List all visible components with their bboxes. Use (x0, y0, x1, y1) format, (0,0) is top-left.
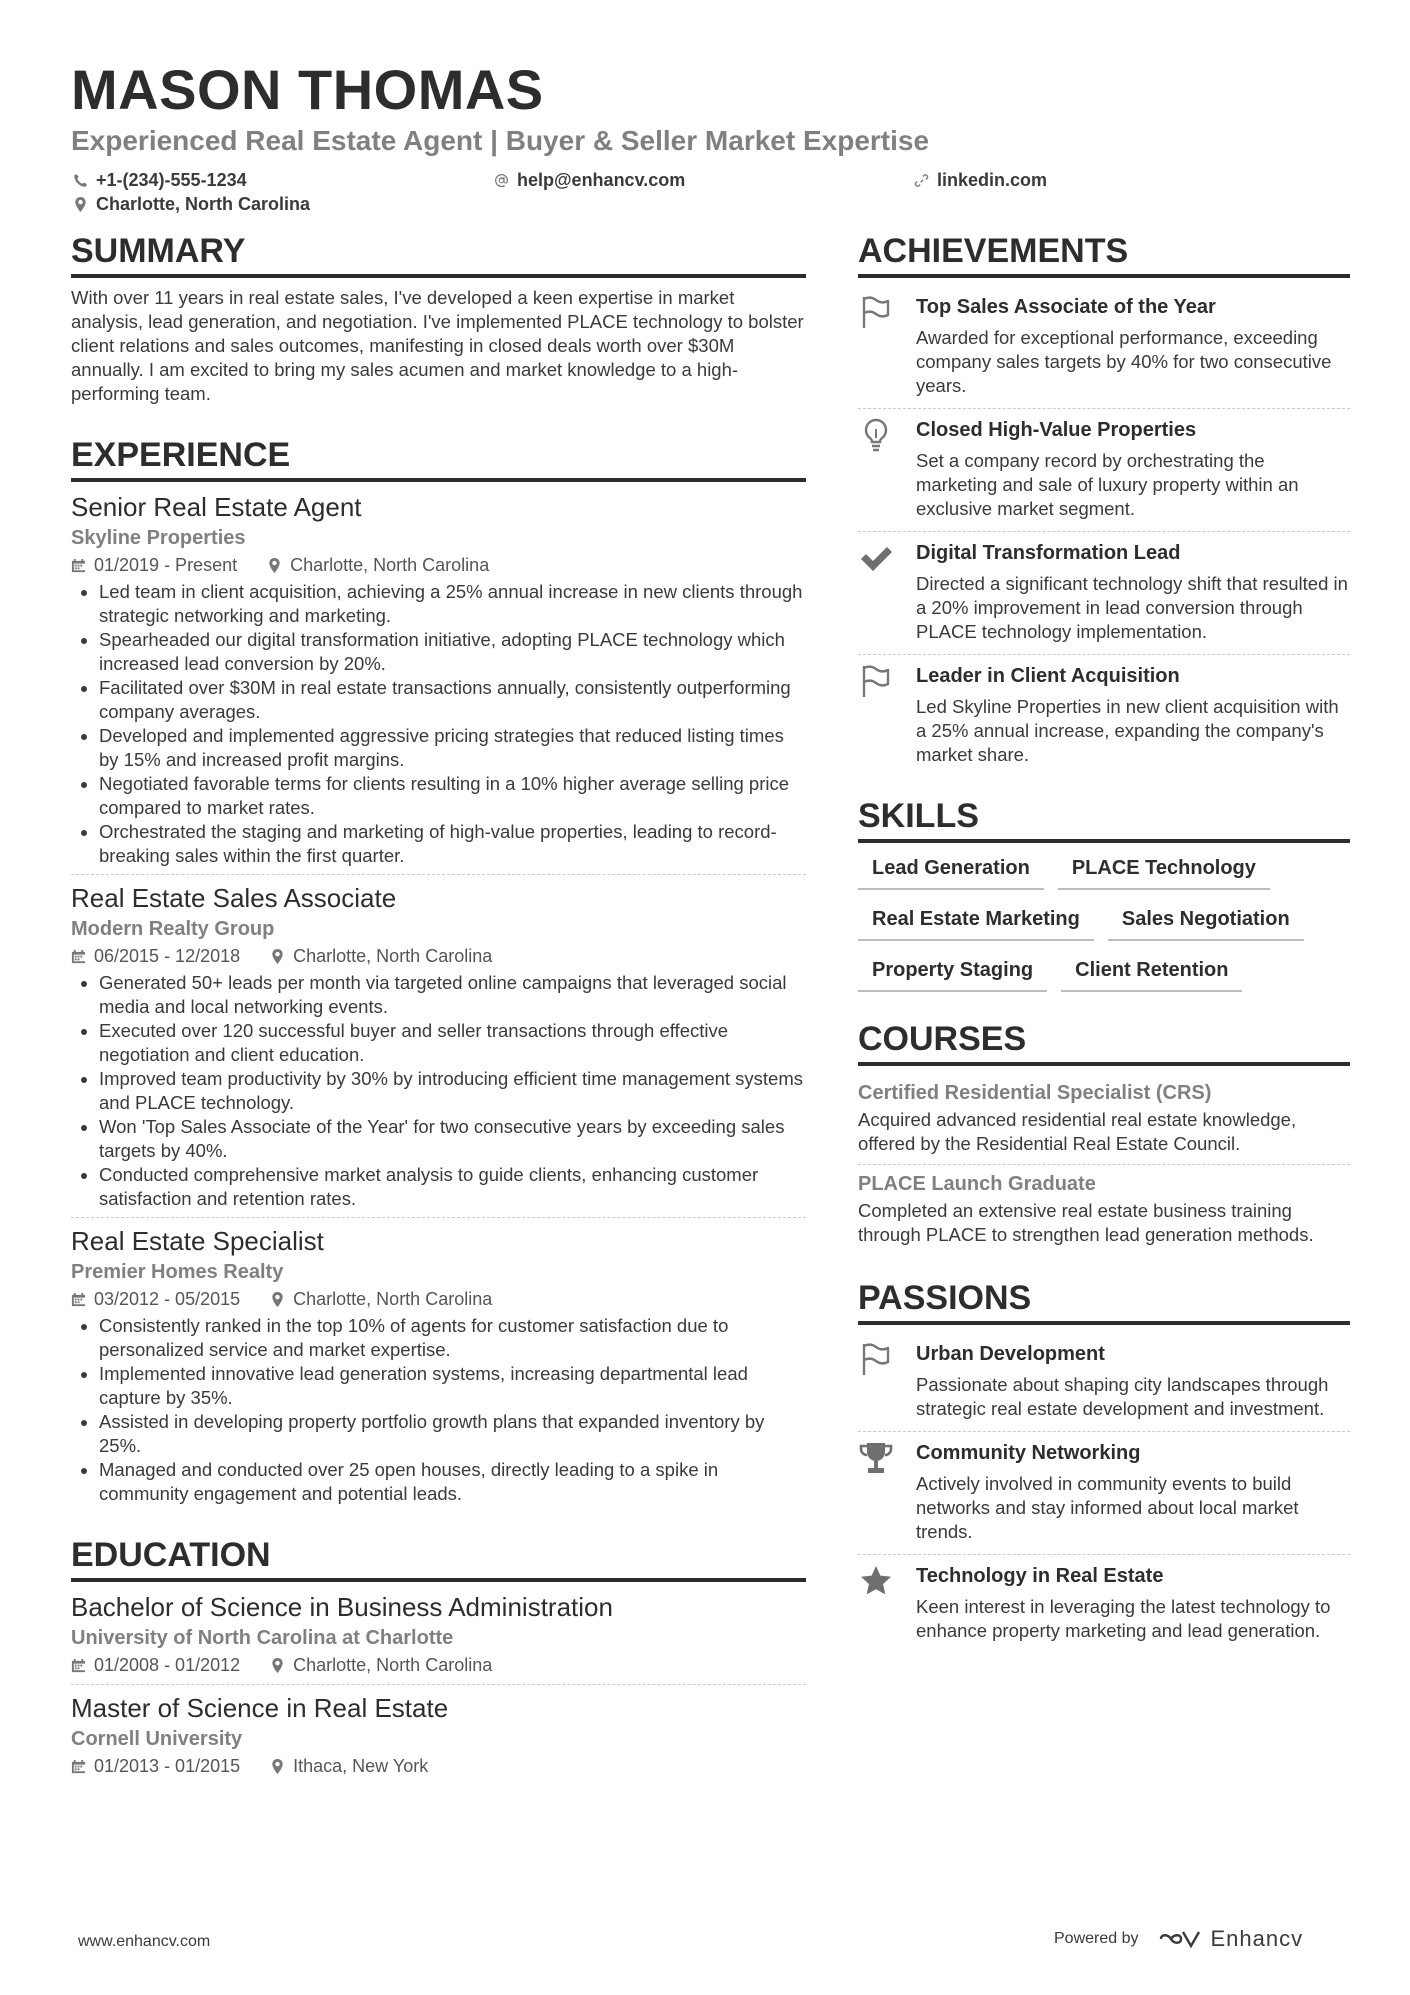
calendar-icon (71, 558, 86, 573)
job-location: Charlotte, North Carolina (290, 555, 490, 575)
passion-desc: Actively involved in community events to build networks and stay informed about local market trends. (916, 1473, 1299, 1542)
location-pin-icon (270, 1658, 285, 1673)
job-bullets (71, 971, 806, 1211)
enhancv-logo-icon (1157, 1928, 1203, 1950)
job-bullets (71, 580, 806, 868)
skill-tag: Client Retention (1061, 953, 1242, 992)
job-bullets (71, 1314, 806, 1506)
company-name: Premier Homes Realty (71, 1261, 284, 1283)
job-dates: 06/2015 - 12/2018 (94, 946, 241, 966)
star-icon (858, 1563, 894, 1599)
bullet-item: • Managed and conducted over 25 open houses, directly leading to a spike in community engagement and potential leads. (99, 1458, 806, 1506)
bullet-item: • Developed and implemented aggressive pricing strategies that reduced listing times by 15% and increased profit margins. (99, 724, 806, 772)
bullet-item: • Generated 50+ leads per month via targeted online campaigns that leveraged social media and local networking events. (99, 971, 806, 1019)
achievements-section (858, 230, 1350, 777)
passion-item (858, 1555, 1350, 1653)
lightbulb-icon (858, 417, 894, 453)
powered-by-label: Powered by (1054, 1930, 1139, 1947)
location-contact (73, 194, 310, 215)
calendar-icon (71, 949, 86, 964)
calendar-icon (71, 1292, 86, 1307)
location-pin-icon (267, 558, 282, 573)
experience-item (71, 490, 806, 875)
experience-heading: EXPERIENCE (71, 434, 806, 482)
email-contact[interactable] (494, 170, 685, 191)
job-title: Real Estate Specialist (71, 1226, 324, 1256)
education-dates: 01/2013 - 01/2015 (94, 1756, 241, 1776)
passion-title: Technology in Real Estate (916, 1565, 1164, 1587)
job-dates: 01/2019 - Present (94, 555, 238, 575)
course-title: PLACE Launch Graduate (858, 1173, 1096, 1195)
summary-section (71, 230, 806, 406)
linkedin-contact[interactable] (914, 170, 1047, 191)
school-name: University of North Carolina at Charlotte (71, 1627, 454, 1649)
passion-item (858, 1333, 1350, 1432)
degree-title: Master of Science in Real Estate (71, 1693, 449, 1723)
location-pin-icon (270, 949, 285, 964)
contact-info (71, 162, 1361, 218)
education-meta (71, 1652, 806, 1678)
bullet-item: • Consistently ranked in the top 10% of agents for customer satisfaction due to personalized service and market expertise. (99, 1314, 806, 1362)
achievement-item (858, 532, 1350, 655)
courses-section (858, 1018, 1350, 1255)
bullet-item: • Led team in client acquisition, achieving a 25% annual increase in new clients through strategic networking and marketing. (99, 580, 806, 628)
location-pin-icon (73, 197, 88, 212)
location-pin-icon (270, 1292, 285, 1307)
degree-title: Bachelor of Science in Business Administration (71, 1592, 613, 1622)
achievement-title: Digital Transformation Lead (916, 542, 1181, 564)
education-section (71, 1534, 806, 1785)
bullet-item: • Spearheaded our digital transformation initiative, adopting PLACE technology which increased lead conversion by 20%. (99, 628, 806, 676)
passion-item (858, 1432, 1350, 1555)
location-text: Charlotte, North Carolina (96, 194, 311, 214)
achievement-desc: Directed a significant technology shift that resulted in a 20% improvement in lead conversion through PLACE technology implementation. (916, 573, 1348, 642)
flag-icon (858, 663, 894, 699)
job-location: Charlotte, North Carolina (293, 946, 493, 966)
skill-tag: Lead Generation (858, 851, 1044, 890)
enhancv-logo[interactable] (1157, 1926, 1304, 1952)
achievement-desc: Set a company record by orchestrating the marketing and sale of luxury property within an exclusive market segment. (916, 450, 1299, 519)
candidate-title: Experienced Real Estate Agent | Buyer & Seller Market Expertise (71, 125, 930, 156)
experience-section (71, 434, 806, 1512)
bullet-item: • Assisted in developing property portfolio growth plans that expanded inventory by 25%. (99, 1410, 806, 1458)
job-meta (71, 552, 806, 578)
footer-website[interactable]: www.enhancv.com (78, 1933, 211, 1950)
course-title: Certified Residential Specialist (CRS) (858, 1082, 1212, 1104)
candidate-name: MASON THOMAS (71, 58, 544, 121)
linkedin-link: linkedin.com (937, 170, 1048, 190)
achievement-item (858, 655, 1350, 777)
company-name: Modern Realty Group (71, 918, 275, 940)
skill-tag: PLACE Technology (1058, 851, 1270, 890)
achievements-heading: ACHIEVEMENTS (858, 230, 1350, 278)
achievement-title: Top Sales Associate of the Year (916, 296, 1216, 318)
course-item (858, 1074, 1350, 1165)
education-location: Charlotte, North Carolina (293, 1655, 493, 1675)
passion-title: Urban Development (916, 1343, 1105, 1365)
experience-item (71, 881, 806, 1218)
passion-desc: Keen interest in leveraging the latest technology to enhance property marketing and lead generation. (916, 1596, 1331, 1641)
skills-heading: SKILLS (858, 795, 1350, 843)
job-title: Real Estate Sales Associate (71, 883, 397, 913)
skill-tag: Sales Negotiation (1108, 902, 1304, 941)
skill-tag: Property Staging (858, 953, 1047, 992)
phone-contact (73, 170, 247, 191)
education-location: Ithaca, New York (293, 1756, 429, 1776)
education-dates: 01/2008 - 01/2012 (94, 1655, 241, 1675)
summary-text: With over 11 years in real estate sales, I've developed a keen expertise in market analysis, lead generation, and negotiation. I've implemented PLACE technology to bolster client relations and sales outcomes, manifesting in closed deals worth over $30M annually. I am excited to bring my sales acumen and market knowledge to a high-performing team. (71, 287, 804, 404)
checkmark-icon (858, 540, 894, 576)
achievement-desc: Awarded for exceptional performance, exceeding company sales targets by 40% for two consecutive years. (916, 327, 1332, 396)
school-name: Cornell University (71, 1728, 243, 1750)
passions-heading: PASSIONS (858, 1277, 1350, 1325)
flag-icon (858, 294, 894, 330)
job-dates: 03/2012 - 05/2015 (94, 1289, 241, 1309)
trophy-icon (858, 1440, 894, 1476)
achievement-title: Closed High-Value Properties (916, 419, 1197, 441)
bullet-item: • Implemented innovative lead generation systems, increasing departmental lead capture by 35%. (99, 1362, 806, 1410)
passion-title: Community Networking (916, 1442, 1141, 1464)
summary-heading: SUMMARY (71, 230, 806, 278)
bullet-item: • Negotiated favorable terms for clients resulting in a 10% higher average selling price compared to market rates. (99, 772, 806, 820)
education-item (71, 1691, 806, 1785)
achievement-item (858, 286, 1350, 409)
email-address: help@enhancv.com (517, 170, 686, 190)
courses-heading: COURSES (858, 1018, 1350, 1066)
bullet-item: • Executed over 120 successful buyer and seller transactions through effective negotiation and client education. (99, 1019, 806, 1067)
course-desc: Acquired advanced residential real estate knowledge, offered by the Residential Real Estate Council. (858, 1109, 1297, 1154)
bullet-item: • Orchestrated the staging and marketing of high-value properties, leading to record-breaking sales within the first quarter. (99, 820, 806, 868)
bullet-item: • Won 'Top Sales Associate of the Year' for two consecutive years by exceeding sales targets by 40%. (99, 1115, 806, 1163)
left-column (71, 230, 806, 1791)
achievement-desc: Led Skyline Properties in new client acquisition with a 25% annual increase, expanding the company's market share. (916, 696, 1339, 765)
at-icon (494, 173, 509, 188)
right-column (858, 230, 1350, 1653)
bullet-item: • Facilitated over $30M in real estate transactions annually, consistently outperforming company averages. (99, 676, 806, 724)
job-location: Charlotte, North Carolina (293, 1289, 493, 1309)
bullet-item: • Conducted comprehensive market analysis to guide clients, enhancing customer satisfaction and retention rates. (99, 1163, 806, 1211)
calendar-icon (71, 1658, 86, 1673)
education-item (71, 1590, 806, 1685)
experience-item (71, 1224, 806, 1512)
location-pin-icon (270, 1759, 285, 1774)
course-desc: Completed an extensive real estate business training through PLACE to strengthen lead generation methods. (858, 1200, 1314, 1245)
achievement-title: Leader in Client Acquisition (916, 665, 1180, 687)
course-item (858, 1165, 1350, 1255)
flag-icon (858, 1341, 894, 1377)
bullet-item: • Improved team productivity by 30% by introducing efficient time management systems and PLACE technology. (99, 1067, 806, 1115)
skills-list (858, 851, 1350, 992)
skills-section (858, 795, 1350, 992)
education-heading: EDUCATION (71, 1534, 806, 1582)
phone-number: +1-(234)-555-1234 (96, 170, 247, 190)
skill-tag: Real Estate Marketing (858, 902, 1094, 941)
calendar-icon (71, 1759, 86, 1774)
job-meta (71, 1286, 806, 1312)
resume-header (71, 58, 1361, 218)
phone-icon (73, 173, 88, 188)
job-title: Senior Real Estate Agent (71, 492, 362, 522)
education-meta (71, 1753, 806, 1779)
brand-name: Enhancv (1210, 1926, 1304, 1951)
company-name: Skyline Properties (71, 527, 246, 549)
footer-branding (1054, 1926, 1303, 1952)
passion-desc: Passionate about shaping city landscapes through strategic real estate development and investment. (916, 1374, 1329, 1419)
job-meta (71, 943, 806, 969)
achievement-item (858, 409, 1350, 532)
passions-section (858, 1277, 1350, 1653)
link-icon (914, 173, 929, 188)
